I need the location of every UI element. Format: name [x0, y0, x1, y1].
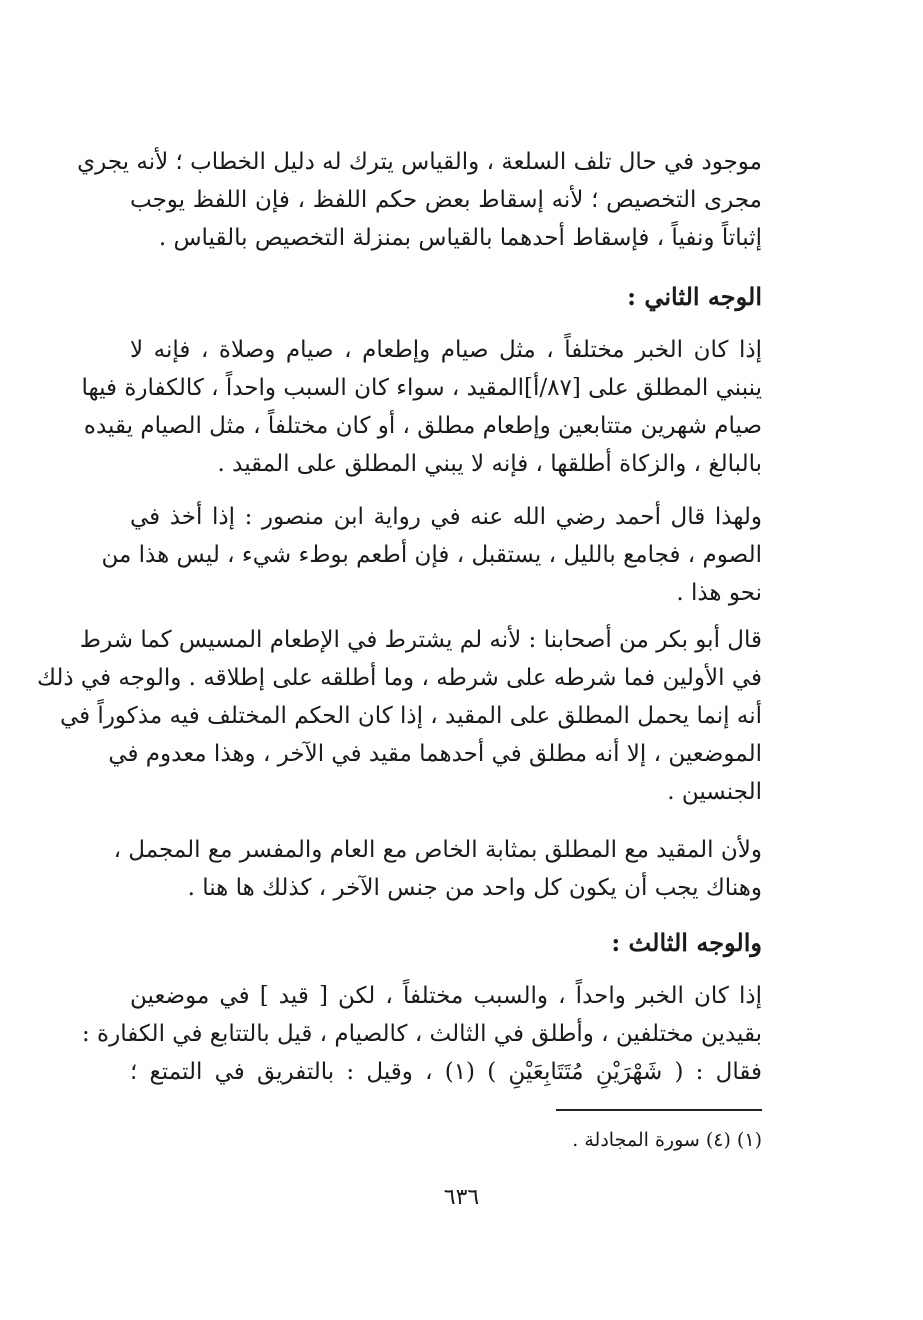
footnote: (١) (٤) سورة المجادلة .: [572, 1129, 762, 1151]
text-line: موجود في حال تلف السلعة ، والقياس يترك له دليل الخطاب ؛ لأنه يجري: [77, 149, 762, 175]
text-line: الموضعين ، إلا أنه مطلق في أحدهما مقيد في الآخر ، وهذا معدوم في: [108, 741, 762, 767]
text-line: بالبالغ ، والزكاة أطلقها ، فإنه لا يبني المطلق على المقيد .: [217, 451, 762, 477]
section-heading-third: والوجه الثالث :: [611, 928, 762, 957]
text-line: مجرى التخصيص ؛ لأنه إسقاط بعض حكم اللفظ ، فإن اللفظ يوجب: [130, 187, 762, 213]
text-line: فقال : ( شَهْرَيْنِ مُتَتَابِعَيْنِ ) (١) ، وقيل : بالتفريق في التمتع ؛: [130, 1059, 762, 1085]
text-line: ولأن المقيد مع المطلق بمثابة الخاص مع العام والمفسر مع المجمل ،: [113, 837, 762, 863]
text-line: في الأولين فما شرطه على شرطه ، وما أطلقه على إطلاقه . والوجه في ذلك: [36, 665, 762, 691]
footnote-divider: [556, 1109, 762, 1111]
text-line: صيام شهرين متتابعين وإطعام مطلق ، أو كان مختلفاً ، مثل الصيام يقيده: [83, 413, 762, 439]
text-line: إذا كان الخبر واحداً ، والسبب مختلفاً ، لكن [ قيد ] في موضعين: [130, 983, 762, 1009]
text-line: الجنسين .: [667, 779, 762, 805]
text-line: نحو هذا .: [676, 580, 762, 606]
text-line: أنه إنما يحمل المطلق على المقيد ، إذا كان الحكم المختلف فيه مذكوراً في: [59, 703, 762, 729]
paragraph-5: [113, 831, 762, 907]
text-line: إذا كان الخبر مختلفاً ، مثل صيام وإطعام ، صيام وصلاة ، فإنه لا: [130, 337, 762, 363]
paragraph-3: [101, 498, 762, 612]
paragraph-6: [82, 977, 762, 1091]
section-heading-second: الوجه الثاني :: [627, 282, 762, 311]
text-line: الصوم ، فجامع بالليل ، يستقبل ، فإن أطعم بوطء شيء ، ليس هذا من: [101, 542, 762, 568]
text-line: ولهذا قال أحمد رضي الله عنه في رواية ابن منصور : إذا أخذ في: [130, 504, 762, 530]
paragraph-1: [77, 143, 762, 257]
paragraph-4: [36, 621, 762, 811]
page-number: ٦٣٦: [443, 1185, 480, 1210]
text-line: قال أبو بكر من أصحابنا : لأنه لم يشترط في الإطعام المسيس كما شرط: [79, 627, 762, 653]
text-line: وهناك يجب أن يكون كل واحد من جنس الآخر ، كذلك ها هنا .: [187, 875, 762, 901]
text-line: بقيدين مختلفين ، وأطلق في الثالث ، كالصيام ، قيل بالتتابع في الكفارة :: [82, 1021, 762, 1047]
paragraph-2: [81, 331, 762, 483]
text-line: ينبني المطلق على [٨٧/أ]المقيد ، سواء كان السبب واحداً ، كالكفارة فيها: [81, 375, 762, 401]
text-line: إثباتاً ونفياً ، فإسقاط أحدهما بالقياس بمنزلة التخصيص بالقياس .: [158, 225, 762, 251]
